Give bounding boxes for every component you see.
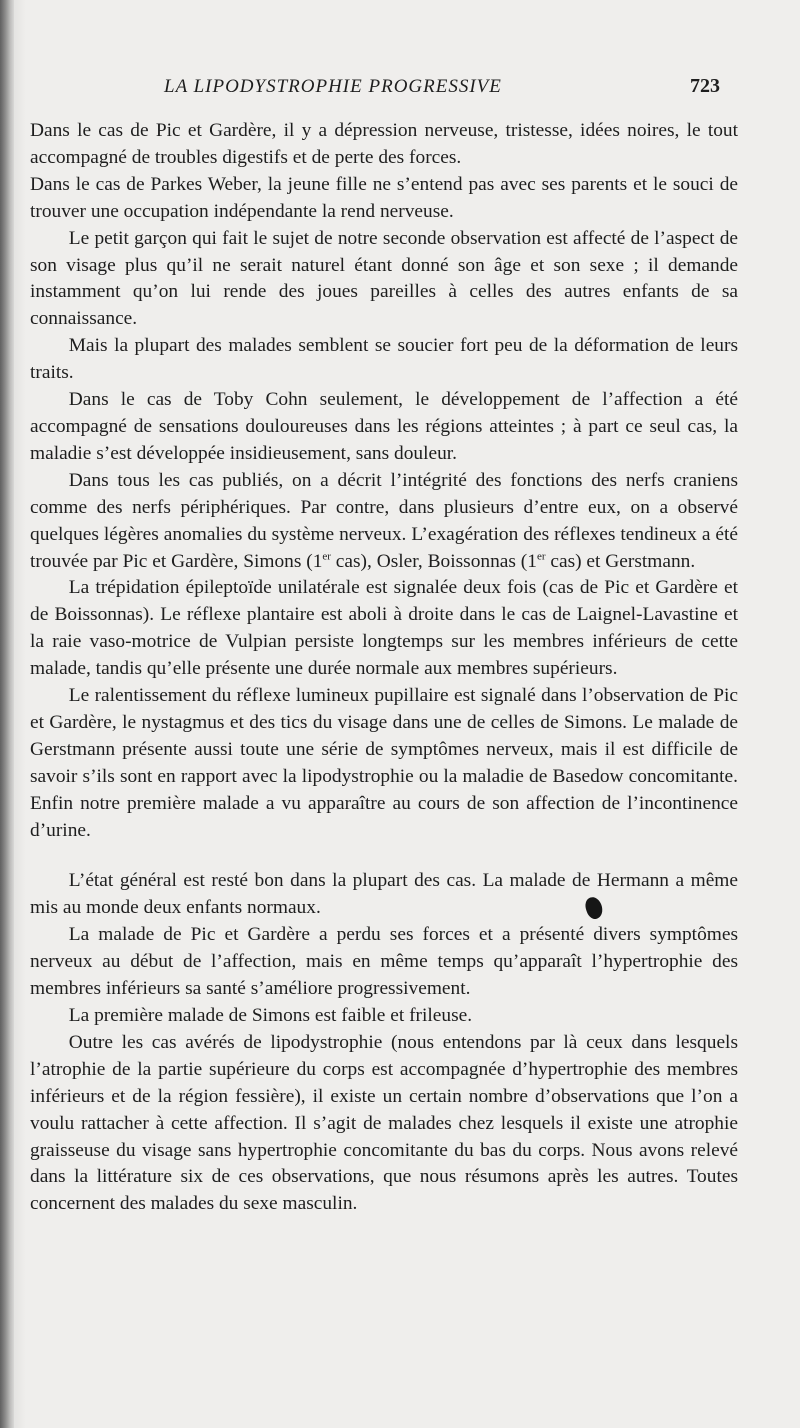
running-head: LA LIPODYSTROPHIE PROGRESSIVE — [164, 76, 502, 97]
paragraph: La première malade de Simons est faible et frileuse. — [68, 1005, 473, 1026]
paragraph: L’état général est resté bon dans la plupart des cas. La malade de Hermann a même mis au monde deux enfants normaux. — [30, 870, 738, 919]
paragraph — [30, 468, 738, 576]
paragraph: Dans le cas de Parkes Weber, la jeune fille ne s’entend pas avec ses parents et le souci de trouver une occupation indépendante la rend nerveuse. — [30, 173, 738, 222]
paragraph-text: Dans tous les cas publiés, on a décrit l’intégrité des fonctions des nerfs craniens comme des nerfs périphériques. Par contre, dans plusieurs d’entre eux, on a observé quelques légères anomalies du système nerveux. L’exagération des réflexes tendineux a été trouvée par Pic et Gardère, Simons (1 — [30, 469, 738, 572]
paragraph: La trépidation épileptoïde unilatérale est signalée deux fois (cas de Pic et Gardère et de Boissonnas). Le réflexe plantaire est aboli à droite dans le cas de Laignel-Lavastine et la raie vaso-motrice de Vulpian persiste longtemps sur les membres inférieurs de cette malade, tandis qu’elle présente une durée normale aux membres supérieurs. — [30, 577, 738, 680]
paragraph: Outre les cas avérés de lipodystrophie (nous entendons par là ceux dans lesquels l’atrophie de la partie supérieure du corps est accompagnée d’hypertrophie des membres inférieurs et de la région fessière), il existe un certain nombre d’observations que l’on a voulu rattacher à cette affection. Il s’agit de malades chez lesquels il existe une atrophie graisseuse du visage sans hypertrophie concomitante du bas du corps. Nous avons relevé dans la littérature six de ces observations, que nous résumons après les autres. Toutes concernent des malades du sexe masculin. — [30, 1031, 738, 1215]
superscript: er — [322, 550, 331, 563]
paragraph: Mais la plupart des malades semblent se soucier fort peu de la déformation de leurs traits. — [30, 335, 738, 384]
paragraph: Le petit garçon qui fait le sujet de notre seconde observation est affecté de l’aspect de son visage plus qu’il ne serait naturel étant donné son âge et son sexe ; il demande instamment qu’on lui rende des joues pareilles à celles des autres enfants de sa connaissance. — [30, 227, 738, 330]
section-gap — [30, 844, 738, 868]
page-number: 723 — [690, 75, 720, 97]
paragraph-text: cas) et Gerstmann. — [545, 550, 696, 572]
paragraph: Dans le cas de Pic et Gardère, il y a dépression nerveuse, tristesse, idées noires, le tout accompagné de troubles digestifs et de perte des forces. — [30, 120, 738, 168]
paragraph: Dans le cas de Toby Cohn seulement, le développement de l’affection a été accompagné de sensations douloureuses dans les régions atteintes ; à part ce seul cas, la maladie s’est développée insidieusement, sans douleur. — [30, 389, 738, 464]
paragraph-text: cas), Osler, Boissonnas (1 — [330, 550, 537, 572]
spine-shadow — [0, 0, 14, 1428]
paragraph: La malade de Pic et Gardère a perdu ses forces et a présenté divers symptômes nerveux au début de l’affection, mais en même temps qu’apparaît l’hypertrophie des membres inférieurs sa santé s’améliore progressivement. — [30, 924, 738, 1000]
body-text — [30, 118, 738, 1218]
superscript: er — [536, 550, 546, 563]
paragraph: Le ralentissement du réflexe lumineux pupillaire est signalé dans l’observation de Pic et Gardère, le nystagmus et des tics du visage dans une de celles de Simons. Le malade de Gerstmann présente aussi toute une série de symptômes nerveux, mais il est difficile de savoir s’ils sont en rapport avec la lipodystrophie ou la maladie de Basedow concomitante. Enfin notre première malade a vu apparaître au cours de son affection de l’incontinence d’urine. — [30, 685, 738, 841]
